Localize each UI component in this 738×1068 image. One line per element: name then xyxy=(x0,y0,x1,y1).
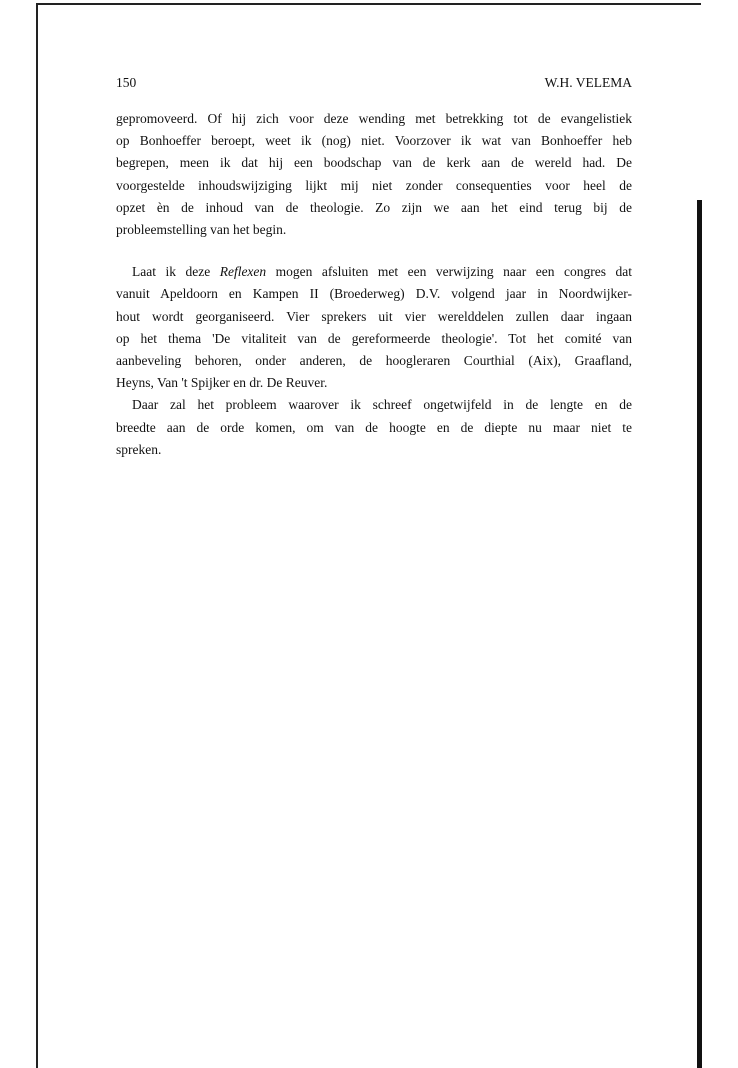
text-line: opzet èn de inhoud van de theologie. Zo zijn we aan het eind terug bij de xyxy=(116,199,632,215)
text-run: mogen afsluiten met een verwijzing naar een congres dat xyxy=(266,264,632,280)
scan-border-left xyxy=(36,3,38,1068)
text-line: spreken. xyxy=(116,441,162,457)
italic-title: Reflexen xyxy=(219,264,267,280)
scan-border-top xyxy=(36,3,701,5)
text-line: hout wordt georganiseerd. Vier sprekers uit vier werelddelen zullen daar ingaan xyxy=(116,308,632,324)
text-line: op Bonhoeffer beroept, weet ik (nog) niet. Voorzover ik wat van Bonhoeffer heb xyxy=(116,133,632,149)
text-line xyxy=(116,261,632,283)
text-line: Heyns, Van 't Spijker en dr. De Reuver. xyxy=(116,375,328,391)
running-head-author: W.H. VELEMA xyxy=(544,75,632,90)
text-line: probleemstelling van het begin. xyxy=(116,222,287,238)
text-line: voorgestelde inhoudswijziging lijkt mij niet zonder consequenties voor heel de xyxy=(116,177,632,193)
paragraph-1 xyxy=(116,108,632,241)
scan-border-right xyxy=(697,200,702,1068)
text-line: gepromoveerd. Of hij zich voor deze wending met betrekking tot de evangelistiek xyxy=(116,111,632,126)
page xyxy=(116,74,632,461)
running-head xyxy=(116,74,632,92)
text-line: op het thema 'De vitaliteit van de gereformeerde theologie'. Tot het comité van xyxy=(116,330,632,346)
text-run: Laat ik deze xyxy=(132,264,220,280)
text-line: Daar zal het probleem waarover ik schreef ongetwijfeld in de lengte en de xyxy=(132,397,632,413)
text-line: breedte aan de orde komen, om van de hoogte en de diepte nu maar niet te xyxy=(116,419,632,435)
text-line: vanuit Apeldoorn en Kampen II (Broederweg) D.V. volgend jaar in Noordwijker- xyxy=(116,286,632,302)
paragraph-2 xyxy=(116,261,632,394)
page-number: 150 xyxy=(116,75,137,90)
body-text xyxy=(116,108,632,461)
text-line: aanbeveling behoren, onder anderen, de hoogleraren Courthial (Aix), Graafland, xyxy=(116,353,632,369)
paragraph-3 xyxy=(116,394,632,461)
text-line: begrepen, meen ik dat hij een boodschap van de kerk aan de wereld had. De xyxy=(116,155,632,171)
